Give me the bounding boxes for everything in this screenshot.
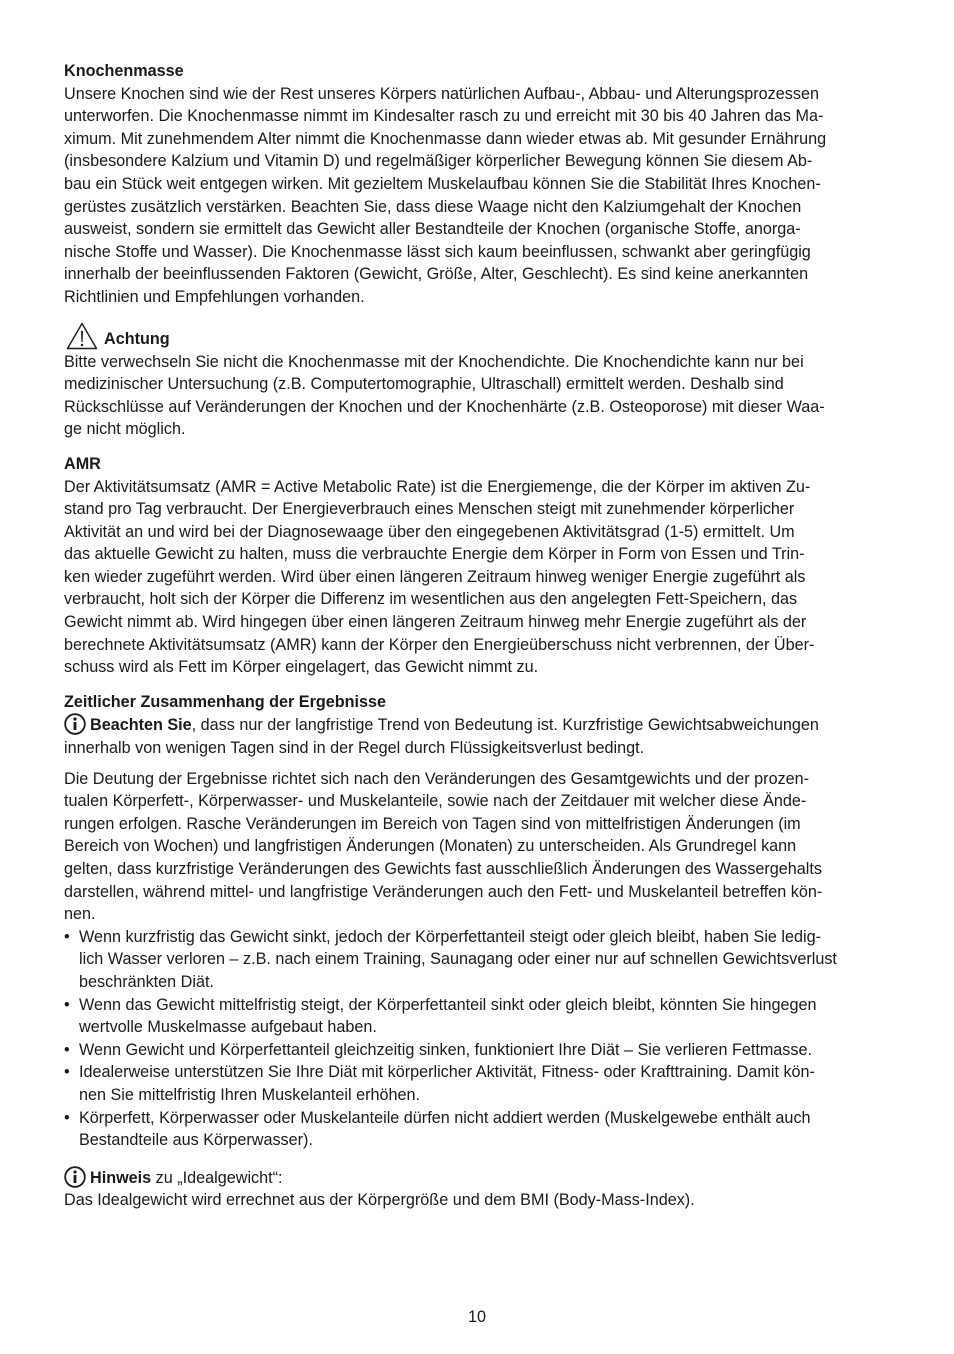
note-bold-label: Beachten Sie: [90, 716, 192, 735]
text-line: nen Sie mittelfristig Ihren Muskelanteil erhöhen.: [79, 1085, 421, 1104]
text-line: innerhalb von wenigen Tagen sind in der Regel durch Flüssigkeitsverlust bedingt.: [64, 739, 645, 758]
warning-paragraph: [64, 351, 892, 441]
text-line: darstellen, während mittel- und langfristige Veränderungen auch den Fett- und Muskelanteil betreffen kön-: [64, 882, 823, 901]
amr-paragraph: [64, 476, 892, 679]
timing-note: [64, 713, 892, 759]
hint-paragraph: [64, 1166, 892, 1212]
text-line: Idealerweise unterstützen Sie Ihre Diät mit körperlicher Aktivität, Fitness- oder Krafttraining. Damit kön-: [79, 1063, 815, 1082]
section-heading-bone-mass: Knochenmasse: [64, 62, 184, 80]
text-line: Wenn das Gewicht mittelfristig steigt, der Körperfettanteil sinkt oder gleich bleibt, könnten Sie hingegen: [79, 995, 817, 1014]
text-line: Bereich von Wochen) und langfristigen Änderungen (Monaten) zu unterscheiden. Als Grundregel kann: [64, 837, 797, 856]
section-bone-mass: [64, 60, 892, 309]
text-line: das aktuelle Gewicht zu halten, muss die verbrauchte Energie dem Körper in Form von Essen und Trin-: [64, 545, 805, 564]
text-line: unterworfen. Die Knochenmasse nimmt im Kindesalter rasch zu und erreicht mit 30 bis 40 Jahren das Ma-: [64, 107, 824, 126]
info-icon: [64, 1166, 86, 1188]
timing-paragraph: [64, 768, 892, 926]
text-line: berechnete Aktivitätsumsatz (AMR) kann der Körper den Energieüberschuss nicht verbrennen, der Über-: [64, 635, 815, 654]
text-line: stand pro Tag verbraucht. Der Energieverbrauch eines Menschen steigt mit zunehmender körperlicher: [64, 500, 795, 519]
list-item: [64, 1039, 892, 1062]
warning-triangle-icon: [66, 322, 98, 350]
text-line: wertvolle Muskelmasse aufgebaut haben.: [79, 1018, 377, 1037]
list-item: [64, 1061, 892, 1106]
section-warning: [64, 323, 892, 441]
text-line: Aktivität an und wird bei der Diagnosewaage über den eingegebenen Aktivitätsgrad (1-5) ermittelt. Um: [64, 522, 795, 541]
text-line: Rückschlüsse auf Veränderungen der Knochen und der Knochenhärte (z.B. Osteoporose) mit dieser Waa-: [64, 397, 825, 416]
text-line: gerüstes zusätzlich verstärken. Beachten Sie, dass diese Waage nicht den Kalziumgehalt der Knochen: [64, 197, 802, 216]
text-line: Bestandteile aus Körperwasser).: [79, 1131, 313, 1150]
text-line: tualen Körperfett-, Körperwasser- und Muskelanteile, sowie nach der Zeitdauer mit welcher diese Ände-: [64, 792, 807, 811]
text-line: ausweist, sondern sie ermittelt das Gewicht aller Bestandteile der Knochen (organische Stoffe, anorga-: [64, 220, 801, 239]
text-line: Wenn Gewicht und Körperfettanteil gleichzeitig sinken, funktioniert Ihre Diät – Sie verlieren Fettmasse.: [79, 1040, 812, 1059]
text-line: Richtlinien und Empfehlungen vorhanden.: [64, 287, 365, 306]
text-line: , dass nur der langfristige Trend von Bedeutung ist. Kurzfristige Gewichtsabweichungen: [191, 716, 819, 735]
text-line: (insbesondere Kalzium und Vitamin D) und regelmäßiger körperlicher Bewegung können Sie diesem Ab-: [64, 152, 813, 171]
warning-heading: Achtung: [104, 329, 170, 348]
hint-bold-label: Hinweis: [90, 1168, 152, 1187]
section-hint: [64, 1166, 892, 1212]
section-heading-timing: Zeitlicher Zusammenhang der Ergebnisse: [64, 692, 387, 711]
text-line: Bitte verwechseln Sie nicht die Knochenmasse mit der Knochendichte. Die Knochendichte kann nur bei: [64, 352, 804, 371]
section-amr: [64, 453, 892, 679]
text-line: schuss wird als Fett im Körper eingelagert, das Gewicht nimmt zu.: [64, 658, 539, 677]
text-line: Die Deutung der Ergebnisse richtet sich nach den Veränderungen des Gesamtgewichts und der prozen-: [64, 769, 810, 788]
text-line: nen.: [64, 905, 96, 924]
text-line: ken wieder zugeführt werden. Wird über einen längeren Zeitraum hinweg weniger Energie zugeführt als: [64, 567, 806, 586]
text-line: Gewicht nimmt ab. Wird hingegen über einen längeren Zeitraum hinweg mehr Energie zugeführt als der: [64, 613, 807, 632]
text-line: Der Aktivitätsumsatz (AMR = Active Metabolic Rate) ist die Energiemenge, die der Körper im aktiven Zu-: [64, 477, 811, 496]
warning-heading-row: [64, 323, 892, 351]
text-line: bau ein Stück weit entgegen wirken. Mit gezieltem Muskelaufbau können Sie die Stabilität Ihres Knochen-: [64, 174, 821, 193]
list-item: [64, 994, 892, 1039]
text-line: nische Stoffe und Wasser). Die Knochenmasse lässt sich kaum beeinflussen, schwankt aber geringfügig: [64, 242, 811, 261]
list-item: [64, 926, 892, 994]
section-heading-amr: AMR: [64, 454, 101, 473]
text-line: Unsere Knochen sind wie der Rest unseres Körpers natürlichen Aufbau-, Abbau- und Alterungsprozessen: [64, 84, 819, 103]
text-line: ximum. Mit zunehmendem Alter nimmt die Knochenmasse dann wieder etwas ab. Mit gesunder Ernährung: [64, 129, 827, 148]
section-timing: [64, 691, 892, 1152]
text-line: Das Idealgewicht wird errechnet aus der Körpergröße und dem BMI (Body-Mass-Index).: [64, 1191, 695, 1210]
text-line: beschränkten Diät.: [79, 972, 214, 991]
text-line: Wenn kurzfristig das Gewicht sinkt, jedoch der Körperfettanteil steigt oder gleich bleibt, haben Sie ledig-: [79, 927, 822, 946]
info-icon: [64, 713, 86, 735]
page-number: 10: [467, 1308, 486, 1326]
text-line: verbraucht, holt sich der Körper die Differenz im wesentlichen aus den angelegten Fett-Speichern, das: [64, 590, 798, 609]
text-line: Körperfett, Körperwasser oder Muskelanteile dürfen nicht addiert werden (Muskelgewebe enthält auch: [79, 1108, 811, 1127]
text-line: innerhalb der beeinflussenden Faktoren (Gewicht, Größe, Alter, Geschlecht). Es sind keine anerkannten: [64, 265, 809, 284]
text-line: medizinischer Untersuchung (z.B. Computertomographie, Ultraschall) ermittelt werden. Deshalb sind: [64, 375, 784, 394]
text-line: lich Wasser verloren – z.B. nach einem Training, Saunagang oder einer nur auf schnellen Gewichtsverlust: [79, 950, 837, 969]
text-line: ge nicht möglich.: [64, 420, 186, 439]
list-item: [64, 1107, 892, 1152]
text-line: rungen erfolgen. Rasche Veränderungen im Bereich von Tagen sind von mittelfristigen Änderungen (im: [64, 814, 801, 833]
document-page: [64, 60, 892, 1224]
hint-heading-rest: zu „Idealgewicht“:: [151, 1168, 283, 1187]
timing-bullet-list: [64, 926, 892, 1152]
text-line: gelten, dass kurzfristige Veränderungen des Gewichts fast ausschließlich Änderungen des Wassergehalts: [64, 860, 822, 878]
bone-mass-paragraph: [64, 83, 892, 309]
